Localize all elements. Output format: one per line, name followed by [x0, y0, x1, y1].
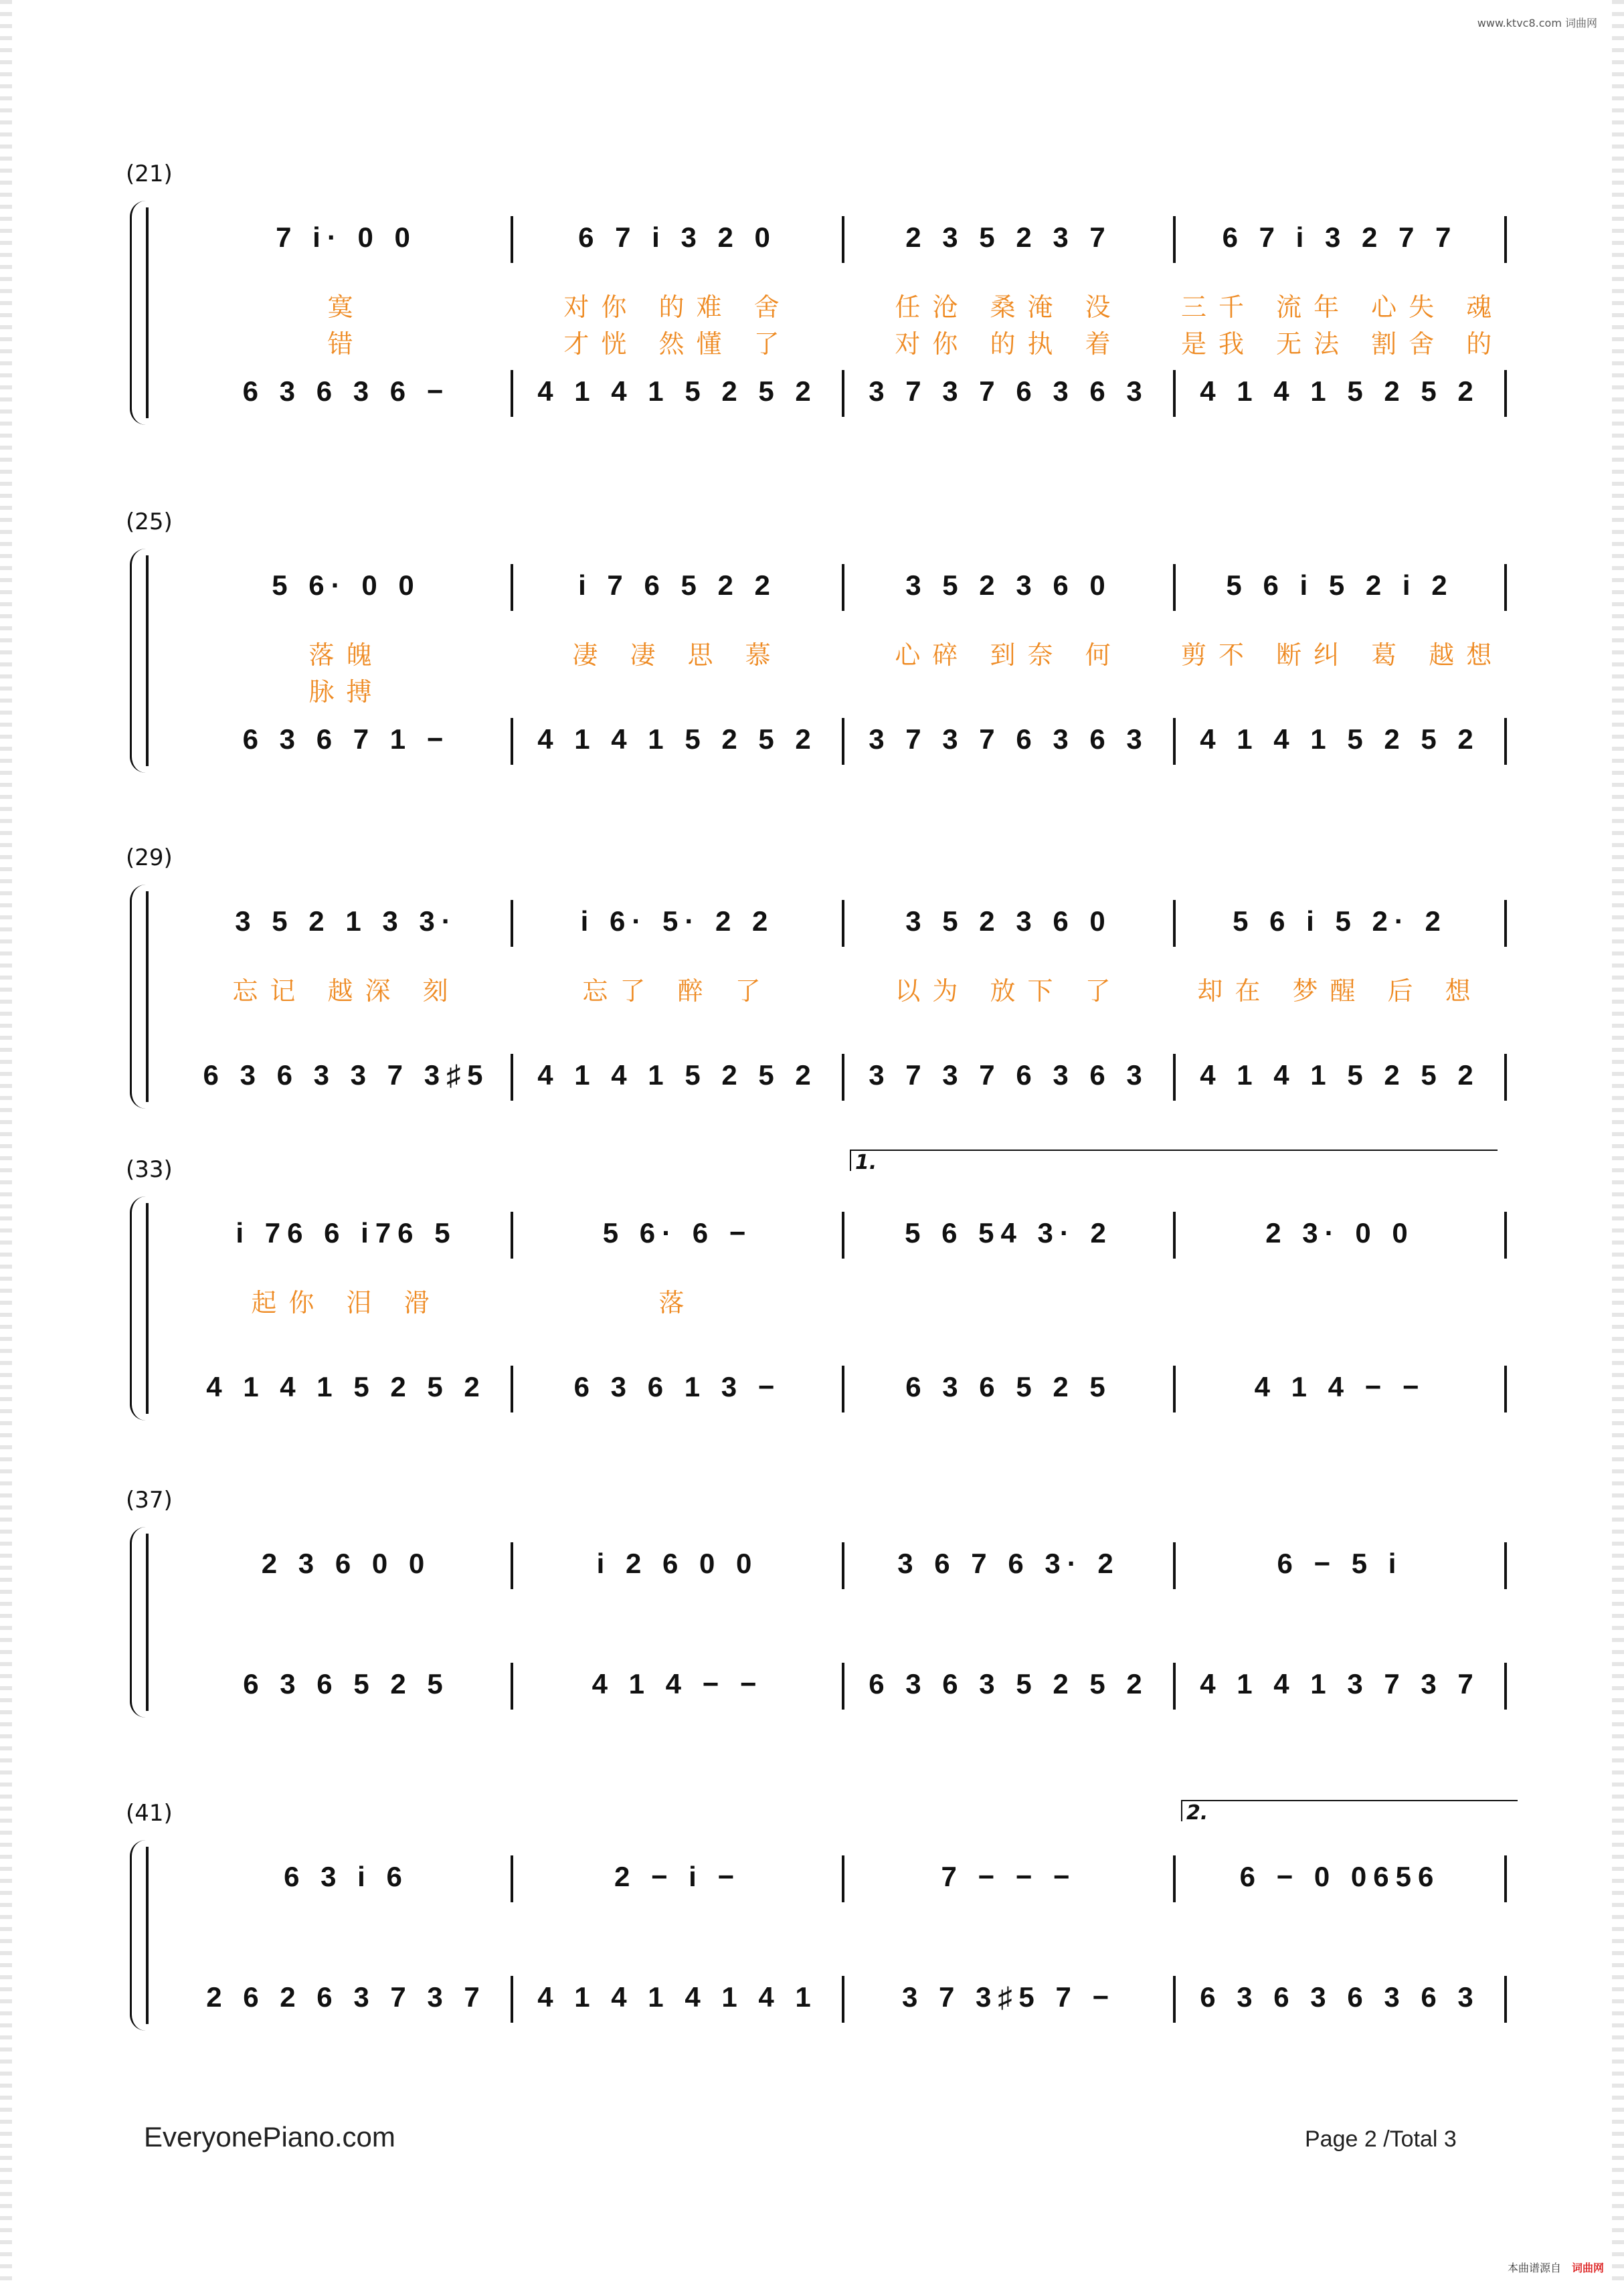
barline — [511, 1663, 513, 1710]
grand-staff-brace — [130, 1196, 152, 1421]
melody-measure: i 6· 5· 2 2 — [580, 905, 775, 937]
lyric-line-1: 起你 泪 滑 — [251, 1287, 442, 1317]
barline — [511, 1542, 513, 1589]
melody-measure: 2 3 6 0 0 — [261, 1548, 432, 1579]
bass-measure: 3 7 3♯5 7 − — [902, 1981, 1115, 2013]
score-system — [114, 844, 1492, 1125]
melody-measure: 3 5 2 1 3 3· — [235, 905, 458, 937]
system-start-line — [146, 207, 149, 418]
score-system — [114, 161, 1504, 442]
melody-measure: 6 − 5 i — [1277, 1548, 1403, 1579]
footer-site: EveryonePiano.com — [144, 2121, 395, 2153]
lyric-line-1: 落 — [658, 1287, 697, 1317]
measure-number: (21) — [126, 161, 173, 187]
melody-measure: 2 3 5 2 3 7 — [905, 221, 1112, 253]
melody-measure: 6 − 0 0656 — [1239, 1861, 1441, 1892]
bass-measure: 6 3 6 3 6 − — [242, 375, 450, 407]
barline — [842, 216, 844, 263]
barline — [1504, 1542, 1507, 1589]
barline — [511, 1366, 513, 1412]
lyric-line-2: 脉搏 — [308, 676, 384, 707]
melody-measure: 7 i· 0 0 — [276, 221, 417, 253]
barline — [842, 718, 844, 765]
barline — [1504, 216, 1507, 263]
lyric-line-1: 对你 的难 舍 — [563, 292, 792, 322]
melody-measure: i 76 6 i76 5 — [236, 1217, 457, 1249]
lyric-line-1: 以为 放下 了 — [895, 976, 1123, 1006]
melody-measure: 5 6 i 5 2 i 2 — [1226, 569, 1454, 601]
barline — [1504, 1212, 1507, 1259]
bass-measure: 4 1 4 − − — [1254, 1371, 1426, 1402]
lyric-line-1: 凄 凄 思 慕 — [572, 640, 783, 670]
melody-measure: 5 6· 0 0 — [272, 569, 421, 601]
grand-staff-brace — [130, 1840, 152, 2031]
barline — [842, 1663, 844, 1710]
barline — [1504, 1976, 1507, 2023]
barline — [1504, 1663, 1507, 1710]
barline — [1173, 216, 1176, 263]
barline — [1173, 1366, 1176, 1412]
lyric-line-2: 才恍 然懂 了 — [563, 329, 792, 359]
lyric-line-2: 错 — [327, 329, 365, 359]
bass-measure: 4 1 4 1 4 1 4 1 — [537, 1981, 818, 2013]
bass-measure: 2 6 2 6 3 7 3 7 — [206, 1981, 486, 2013]
barline — [1173, 1542, 1176, 1589]
bass-measure: 4 1 4 1 3 7 3 7 — [1200, 1668, 1480, 1700]
grand-staff-brace — [130, 885, 152, 1109]
corner-credit-left: 本曲谱源自 — [1507, 2262, 1561, 2274]
bass-measure: 4 1 4 1 5 2 5 2 — [537, 1059, 818, 1091]
bass-measure: 6 3 6 3 5 2 5 2 — [869, 1668, 1149, 1700]
measure-number: (25) — [126, 509, 173, 535]
melody-measure: 2 − i − — [614, 1861, 741, 1892]
barline — [842, 1976, 844, 2023]
melody-measure: 3 6 7 6 3· 2 — [897, 1548, 1120, 1579]
bass-measure: 4 1 4 1 5 2 5 2 — [537, 723, 818, 755]
system-start-line — [146, 1534, 149, 1711]
lyric-line-2: 对你 的执 着 — [895, 329, 1123, 359]
barline — [842, 564, 844, 611]
bass-measure: 4 1 4 1 5 2 5 2 — [1200, 1059, 1480, 1091]
corner-credit-right: 词曲网 — [1571, 2262, 1604, 2274]
bass-measure: 6 3 6 3 3 7 3♯5 — [203, 1059, 490, 1091]
score-system — [114, 1800, 1492, 2081]
barline — [511, 564, 513, 611]
system-start-line — [146, 555, 149, 766]
barline — [511, 370, 513, 417]
barline — [511, 1212, 513, 1259]
measure-number: (33) — [126, 1156, 173, 1183]
barline — [1173, 370, 1176, 417]
barline — [842, 1212, 844, 1259]
barline — [511, 900, 513, 947]
score-system — [114, 509, 1504, 790]
barline — [1504, 1054, 1507, 1101]
barline — [1173, 1054, 1176, 1101]
barline — [1173, 1855, 1176, 1902]
barline — [842, 900, 844, 947]
melody-measure: 5 6 54 3· 2 — [905, 1217, 1113, 1249]
melody-measure: 5 6· 6 − — [602, 1217, 753, 1249]
barline — [1173, 1663, 1176, 1710]
barline — [842, 370, 844, 417]
barline — [1504, 370, 1507, 417]
barline — [842, 1054, 844, 1101]
bass-measure: 3 7 3 7 6 3 6 3 — [869, 1059, 1149, 1091]
barline — [511, 216, 513, 263]
barline — [1173, 1976, 1176, 2023]
melody-measure: i 7 6 5 2 2 — [578, 569, 777, 601]
volta-bracket: 1. — [850, 1150, 1498, 1171]
melody-measure: 3 5 2 3 6 0 — [905, 905, 1112, 937]
melody-measure: 3 5 2 3 6 0 — [905, 569, 1112, 601]
right-margin-watermark — [1612, 0, 1624, 2283]
melody-measure: 6 7 i 3 2 0 — [578, 221, 777, 253]
score-system — [114, 1487, 1492, 1768]
bass-measure: 4 1 4 1 5 2 5 2 — [1200, 723, 1480, 755]
measure-number: (29) — [126, 844, 173, 871]
barline — [1504, 1366, 1507, 1412]
source-url: www.ktvc8.com 词曲网 — [1477, 17, 1597, 29]
system-start-line — [146, 1203, 149, 1414]
grand-staff-brace — [130, 201, 152, 425]
volta-bracket: 2. — [1181, 1800, 1518, 1821]
measure-number: (41) — [126, 1800, 173, 1827]
barline — [842, 1542, 844, 1589]
melody-measure: i 2 6 0 0 — [596, 1548, 759, 1579]
barline — [511, 718, 513, 765]
barline — [1173, 718, 1176, 765]
grand-staff-brace — [130, 549, 152, 773]
barline — [1173, 900, 1176, 947]
melody-measure: 6 3 i 6 — [284, 1861, 409, 1892]
bass-measure: 6 3 6 7 1 − — [242, 723, 450, 755]
lyric-line-1: 落魄 — [308, 640, 384, 670]
grand-staff-brace — [130, 1527, 152, 1718]
lyric-line-2: 是我 无法 割舍 的 — [1181, 329, 1504, 359]
measure-number: (37) — [126, 1487, 173, 1514]
barline — [1173, 1212, 1176, 1259]
barline — [1504, 564, 1507, 611]
bass-measure: 3 7 3 7 6 3 6 3 — [869, 375, 1149, 407]
lyric-line-1: 忘记 越深 刻 — [232, 976, 460, 1006]
barline — [511, 1054, 513, 1101]
bass-measure: 3 7 3 7 6 3 6 3 — [869, 723, 1149, 755]
lyric-line-1: 三千 流年 心失 魂 — [1181, 292, 1504, 322]
melody-measure: 7 − − − — [941, 1861, 1077, 1892]
barline — [1504, 900, 1507, 947]
barline — [511, 1855, 513, 1902]
bass-measure: 4 1 4 1 5 2 5 2 — [1200, 375, 1480, 407]
lyric-line-1: 心碎 到奈 何 — [895, 640, 1123, 670]
lyric-line-1: 忘了 醉 了 — [582, 976, 773, 1006]
score-system — [114, 1151, 1492, 1437]
melody-measure: 2 3· 0 0 — [1265, 1217, 1415, 1249]
bass-measure: 6 3 6 1 3 − — [573, 1371, 782, 1402]
lyric-line-1: 寞 — [327, 292, 365, 322]
melody-measure: 6 7 i 3 2 7 7 — [1222, 221, 1458, 253]
system-start-line — [146, 1847, 149, 2024]
system-start-line — [146, 891, 149, 1102]
bass-measure: 4 1 4 − − — [592, 1668, 763, 1700]
left-margin-watermark — [0, 0, 12, 2283]
barline — [1173, 564, 1176, 611]
barline — [842, 1366, 844, 1412]
barline — [1504, 1855, 1507, 1902]
bass-measure: 4 1 4 1 5 2 5 2 — [206, 1371, 486, 1402]
bass-measure: 6 3 6 5 2 5 — [243, 1668, 450, 1700]
bass-measure: 4 1 4 1 5 2 5 2 — [537, 375, 818, 407]
melody-measure: 5 6 i 5 2· 2 — [1233, 905, 1447, 937]
barline — [842, 1855, 844, 1902]
lyric-line-1: 却在 梦醒 后 想 — [1197, 976, 1483, 1006]
barline — [511, 1976, 513, 2023]
lyric-line-1: 任沧 桑淹 没 — [895, 292, 1123, 322]
corner-credit — [1508, 2260, 1604, 2275]
barline — [1504, 718, 1507, 765]
bass-measure: 6 3 6 5 2 5 — [905, 1371, 1112, 1402]
lyric-line-1: 剪不 断纠 葛 越想 — [1181, 640, 1504, 670]
footer-page-number: Page 2 /Total 3 — [1305, 2126, 1457, 2152]
bass-measure: 6 3 6 3 6 3 6 3 — [1200, 1981, 1480, 2013]
